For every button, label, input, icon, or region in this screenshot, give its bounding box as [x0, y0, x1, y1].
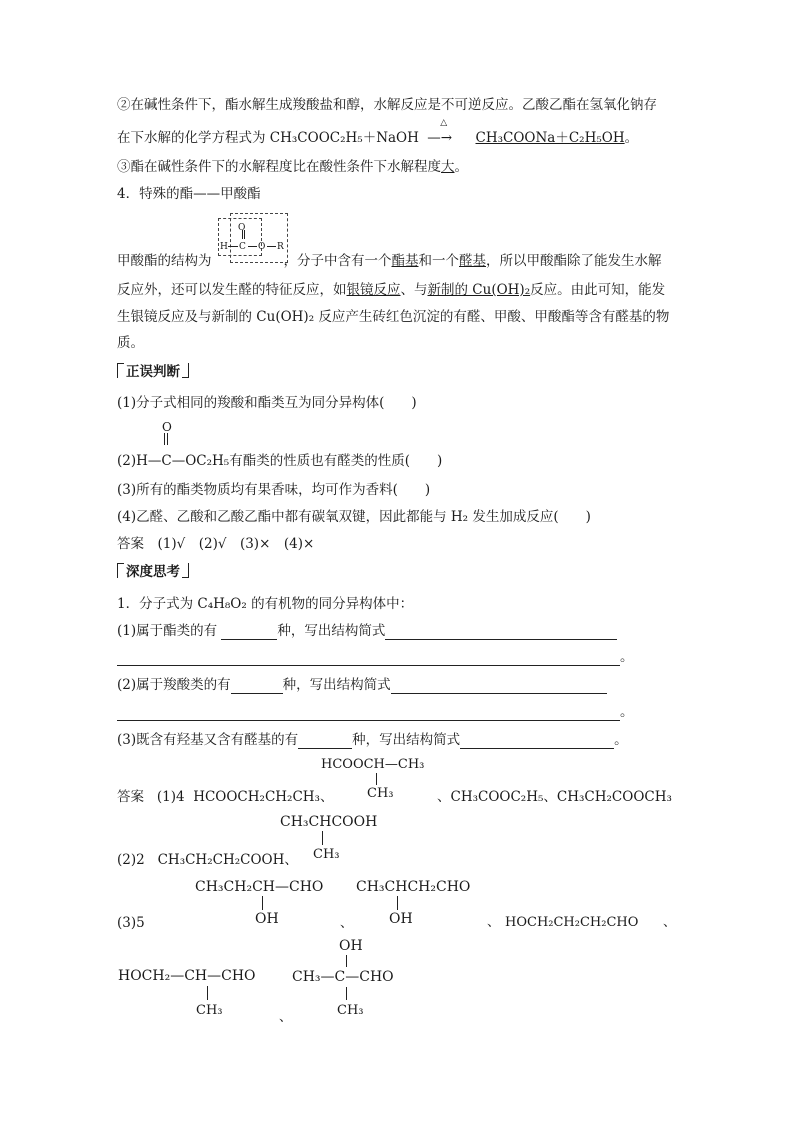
carbonyl-o: O — [162, 420, 172, 434]
answer-label: 答案 — [117, 789, 144, 805]
header-text: 深度思考 — [126, 564, 180, 580]
text: 反应外，还可以发生醛的特征反应，如 — [117, 282, 347, 298]
formula-3e-bottom: CH₃ — [337, 1003, 364, 1018]
paragraph-line — [117, 158, 468, 176]
branched-formula-bottom: CH₃ — [313, 847, 340, 862]
blank-line — [117, 703, 634, 721]
text: 种，写出结构简式 — [352, 732, 461, 748]
answer-line — [117, 914, 145, 932]
text: (1)属于酯类的有 — [117, 623, 218, 639]
arrow-glyph: —→ — [427, 130, 453, 146]
section-title: 4．特殊的酯——甲酸酯 — [117, 186, 261, 202]
section-header-judge — [117, 363, 189, 381]
double-bond — [242, 230, 243, 239]
paragraph-line: 质。 — [117, 335, 144, 351]
bond — [262, 896, 263, 910]
text: 反应。由此可知，能发 — [530, 282, 666, 298]
atom-o: O — [258, 242, 266, 252]
equation-left: 在下水解的化学方程式为 CH₃COOC₂H₅＋NaOH — [117, 130, 419, 146]
text: 甲酸酯的结构为 — [117, 253, 212, 269]
text: 和一个 — [418, 253, 459, 269]
bond — [322, 831, 323, 845]
bond — [376, 773, 377, 785]
text: (2)属于羧酸类的有 — [117, 677, 231, 693]
branched-formula-top: HCOOCH—CH₃ — [321, 757, 425, 772]
atom-r: R — [277, 242, 284, 252]
period: 。 — [620, 704, 634, 720]
text: ，分子中含有一个 — [283, 253, 392, 269]
text: ，所以甲酸酯除了能发生水解 — [486, 253, 662, 269]
formula: (2)H—C—OC₂H₅ — [117, 453, 230, 469]
aldehyde-group: 醛基 — [459, 253, 486, 269]
blank — [298, 735, 352, 749]
paragraph-line: ②在碱性条件下，酯水解生成羧酸盐和醇，水解反应是不可逆反应。乙酸乙酯在氢氧化钠存 — [117, 97, 657, 113]
formula-3d-top: HOCH₂—CH—CHO — [118, 968, 256, 984]
formula-3a-top: CH₃CH₂CH—CHO — [195, 879, 324, 895]
period: 。 — [454, 159, 468, 175]
question-line: (4)乙醛、乙酸和乙酸乙酯中都有碳氧双键，因此都能与 H₂ 发生加成反应( ) — [117, 509, 591, 525]
paragraph-line — [117, 281, 665, 299]
answer-underlined: 大 — [441, 159, 455, 175]
atom-c: C — [239, 242, 246, 252]
formula-3b-bottom: OH — [389, 911, 413, 927]
sub-question — [117, 676, 607, 694]
formula-3b-top: CH₃CHCH₂CHO — [356, 879, 471, 895]
period: 。 — [614, 732, 628, 748]
atom-h: H — [220, 242, 228, 252]
double-bond — [244, 230, 245, 239]
answer-number: (1)4 — [156, 789, 185, 805]
equation-products: CH₃COONa＋C₂H₅OH — [475, 130, 625, 146]
bond — [248, 246, 257, 247]
question-line: (3)所有的酯类物质均有果香味，均可作为香料( ) — [117, 482, 431, 498]
blank — [391, 680, 607, 694]
separator: 、 — [663, 915, 677, 930]
formula: HCOOCH₂CH₂CH₃、 — [193, 789, 334, 805]
reaction-arrow — [427, 118, 467, 147]
atom-o: O — [238, 223, 246, 233]
separator: 、 — [340, 916, 354, 931]
blank-line — [117, 648, 634, 666]
bond — [397, 896, 398, 910]
blank — [117, 652, 620, 666]
branched-formula-bottom: CH₃ — [367, 786, 394, 801]
question-line: 1．分子式为 C₄H₈O₂ 的有机物的同分异构体中： — [117, 596, 414, 612]
bond — [346, 987, 347, 1000]
answer-line: 答案 (1)√ (2)√ (3)× (4)× — [117, 536, 315, 552]
bond — [346, 955, 347, 967]
blank — [221, 626, 277, 640]
text: 有酯类的性质也有醛类的性质( ) — [229, 453, 443, 469]
period: 。 — [620, 649, 634, 665]
question-line — [117, 452, 442, 470]
formula-3e-mid: CH₃—C—CHO — [292, 969, 394, 985]
text: 、与 — [400, 282, 428, 298]
cuoh2-reaction: 新制的 Cu(OH)₂ — [427, 282, 531, 298]
ester-group: 酯基 — [391, 253, 419, 269]
bond — [207, 986, 208, 1000]
blank — [231, 680, 283, 694]
blank — [385, 626, 617, 640]
heat-symbol: △ — [440, 118, 448, 128]
sub-question — [117, 622, 617, 640]
formula-3a-bottom: OH — [255, 911, 279, 927]
header-text: 正误判断 — [126, 364, 180, 380]
separator: 、 — [279, 1010, 293, 1025]
section-header-think — [117, 563, 189, 581]
formula-list: 、CH₃COOC₂H₅、CH₃CH₂COOCH₃ — [437, 789, 672, 805]
formula-3c: HOCH₂CH₂CH₂CHO — [505, 915, 639, 930]
text: (3)既含有羟基又含有醛基的有 — [117, 732, 299, 748]
answer-line — [117, 851, 298, 869]
paragraph-line: 生银镜反应及与新制的 Cu(OH)₂ 反应产生砖红色沉淀的有醛、甲酸、甲酸酯等含有醛基的物 — [117, 309, 670, 325]
text: 种，写出结构简式 — [277, 623, 386, 639]
equation-line — [117, 118, 639, 147]
double-bond — [167, 433, 168, 445]
sub-question — [117, 731, 628, 749]
paragraph-line — [117, 252, 662, 270]
text: 种，写出结构简式 — [282, 677, 391, 693]
answer-number: (2)2 — [117, 852, 145, 868]
double-bond — [164, 433, 165, 445]
formula: CH₃CH₂CH₂COOH、 — [157, 852, 298, 868]
blank — [460, 735, 614, 749]
question-line: (1)分子式相同的羧酸和酯类互为同分异构体( ) — [117, 395, 417, 411]
branched-formula-top: CH₃CHCOOH — [280, 814, 378, 830]
answer-number: (3)5 — [117, 915, 145, 931]
text: ③酯在碱性条件下的水解程度比在酸性条件下水解程度 — [117, 159, 441, 175]
answer-line — [117, 788, 333, 806]
blank — [117, 707, 620, 721]
bond — [267, 246, 276, 247]
separator: 、 — [487, 915, 501, 930]
period: 。 — [624, 130, 639, 146]
silver-mirror: 银镜反应 — [346, 282, 401, 298]
formula-3d-bottom: CH₃ — [196, 1003, 223, 1018]
bond — [228, 246, 238, 247]
formula-3e-top: OH — [339, 938, 363, 954]
